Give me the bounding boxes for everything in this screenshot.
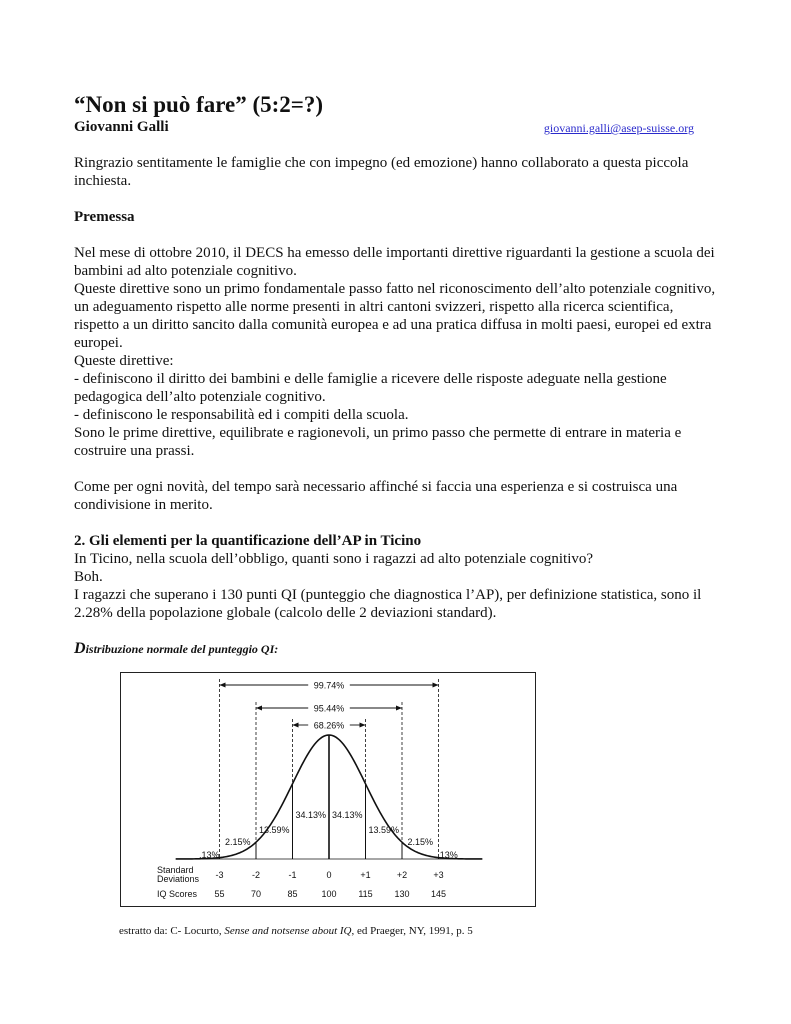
segment-label: 2.15% xyxy=(224,837,251,847)
premessa-body xyxy=(74,244,722,460)
section2-heading: 2. Gli elementi per la quantificazione dell’AP in Ticino xyxy=(74,533,422,549)
range-arrowhead xyxy=(396,706,402,711)
iq-tick-label: 130 xyxy=(394,889,410,899)
sd-row-label-line1: Standard xyxy=(157,865,194,875)
segment-label: 13.59% xyxy=(368,825,400,835)
segment-label: 34.13% xyxy=(295,810,327,820)
range-arrowhead xyxy=(360,723,366,728)
sd-tick-label: -1 xyxy=(288,870,297,880)
sd-tick-label: 0 xyxy=(326,870,332,880)
figure-caption xyxy=(74,640,278,658)
sd-tick-label: +1 xyxy=(360,870,371,880)
author-email-link[interactable]: giovanni.galli@asep-suisse.org xyxy=(543,121,694,135)
sd-tick-label: +2 xyxy=(396,870,408,880)
normal-distribution-figure xyxy=(120,672,536,907)
iq-tick-label: 145 xyxy=(430,889,447,899)
premessa-line: - definiscono le responsabilità ed i compiti della scuola. xyxy=(74,407,409,423)
segment-label: 13% xyxy=(439,850,458,860)
novita-paragraph: Come per ogni novità, del tempo sarà necessario affinché si faccia una esperienza e si costruisca una condivisione in merito. xyxy=(74,479,678,513)
page-title: “Non si può fare” (5:2=?) xyxy=(74,92,324,117)
normal-distribution-chart xyxy=(121,673,535,906)
premessa-line: Queste direttive sono un primo fondamentale passo fatto nel riconoscimento dell’alto potenziale cognitivo, un adeguamento rispetto alle norme presenti in altri cantoni svizzeri, rispetto alla ricerca scientifica, rispetto a un diritto sancito dalla comunità europea e ad una pratica diffusa in molti paesi, europei ed extra europei. xyxy=(74,281,716,351)
range-arrowhead xyxy=(256,706,262,711)
section2-body xyxy=(74,550,722,622)
sd-tick-label: -2 xyxy=(251,870,261,880)
iq-tick-label: 100 xyxy=(321,889,337,899)
sd-tick-label: +3 xyxy=(433,870,444,880)
premessa-line: - definiscono il diritto dei bambini e delle famiglie a ricevere delle risposte adeguate nella gestione pedagogica dell’alto potenziale cognitivo. xyxy=(74,371,667,405)
section2-line: Boh. xyxy=(74,569,103,585)
premessa-line: Sono le prime direttive, equilibrate e ragionevoli, un primo passo che permette di entrare in materia e costruire una prassi. xyxy=(74,425,682,459)
range-arrowhead xyxy=(293,723,299,728)
caption-text: istribuzione normale del punteggio QI: xyxy=(85,642,279,656)
source-title: Sense and notsense about IQ xyxy=(224,925,352,937)
caption-initial: D xyxy=(74,640,86,657)
segment-label: 2.15% xyxy=(407,837,434,847)
range-label: 95.44% xyxy=(313,703,345,714)
segment-label: 13.59% xyxy=(258,825,290,835)
source-prefix: estratto da: C- Locurto, xyxy=(119,925,225,937)
premessa-line: Nel mese di ottobre 2010, il DECS ha emesso delle importanti direttive riguardanti la gestione a scuola dei bambini ad alto potenziale cognitivo. xyxy=(74,245,715,279)
section2-line: I ragazzi che superano i 130 punti QI (punteggio che diagnostica l’AP), per definizione statistica, sono il 2.28% della popolazione globale (calcolo delle 2 deviazioni standard). xyxy=(74,587,702,621)
section2-line: In Ticino, nella scuola dell’obbligo, quanti sono i ragazzi ad alto potenziale cognitivo? xyxy=(74,551,594,567)
range-label: 99.74% xyxy=(313,680,345,691)
author-name: Giovanni Galli xyxy=(74,119,169,135)
source-suffix: , ed Praeger, NY, 1991, p. 5 xyxy=(351,925,473,937)
premessa-heading: Premessa xyxy=(74,209,135,225)
segment-label: .13% xyxy=(198,850,220,860)
sd-tick-label: -3 xyxy=(215,870,224,880)
premessa-line: Queste direttive: xyxy=(74,353,174,369)
range-label: 68.26% xyxy=(313,720,345,731)
range-arrowhead xyxy=(220,683,226,688)
iq-tick-label: 85 xyxy=(287,889,298,899)
iq-tick-label: 115 xyxy=(358,889,373,899)
iq-tick-label: 70 xyxy=(250,889,262,899)
figure-source xyxy=(119,925,473,937)
iq-row-label: IQ Scores xyxy=(157,889,198,899)
sd-row-label-line2: Deviations xyxy=(157,874,200,884)
range-arrowhead xyxy=(433,683,439,688)
segment-label: 34.13% xyxy=(331,810,363,820)
author-row xyxy=(74,119,694,136)
thanks-paragraph: Ringrazio sentitamente le famiglie che con impegno (ed emozione) hanno collaborato a questa piccola inchiesta. xyxy=(74,155,689,189)
iq-tick-label: 55 xyxy=(214,889,225,899)
